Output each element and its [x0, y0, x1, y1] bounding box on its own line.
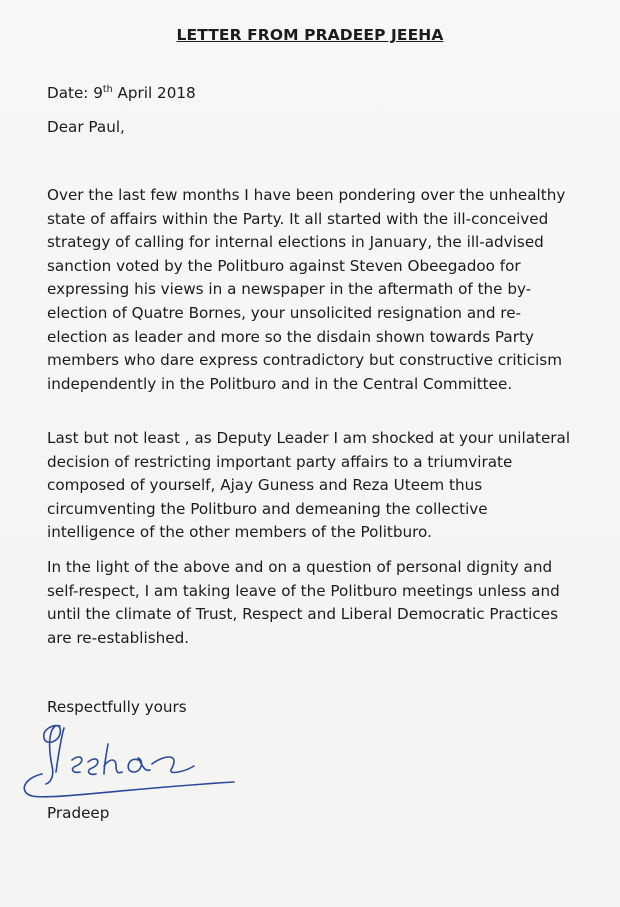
paragraph-line: until the climate of Trust, Respect and Liberal Democratic Practices	[47, 605, 559, 624]
paragraph-line: intelligence of the other members of the Politburo.	[47, 523, 432, 542]
paragraph-line: state of affairs within the Party. It all started with the ill-conceived	[47, 209, 549, 228]
letter-date	[47, 84, 196, 102]
paragraph-line: members who dare express contradictory but constructive criticism	[47, 351, 563, 370]
date-ordinal-suffix: th	[102, 83, 113, 95]
paragraph-line: independently in the Politburo and in the Central Committee.	[47, 374, 513, 393]
paragraph-line: Over the last few months I have been pondering over the unhealthy	[47, 186, 566, 204]
paragraph-line: sanction voted by the Politburo against Steven Obeegadoo for	[47, 256, 521, 275]
paragraph-line: composed of yourself, Ajay Guness and Reza Uteem thus	[47, 476, 483, 495]
letter-title: LETTER FROM PRADEEP JEEHA	[176, 26, 444, 44]
date-rest: April 2018	[112, 84, 196, 102]
paragraph-line: self-respect, I am taking leave of the Politburo meetings unless and	[47, 581, 560, 600]
date-label: Date: 9	[47, 84, 103, 102]
signature-icon	[12, 712, 252, 800]
paragraph-line: strategy of calling for internal elections in January, the ill-advised	[47, 233, 544, 252]
paragraph-line: election as leader and more so the disdain shown towards Party	[47, 327, 534, 346]
paragraph-line: decision of restricting important party affairs to a triumvirate	[47, 452, 513, 471]
paragraph-line: In the light of the above and on a question of personal dignity and	[47, 558, 553, 576]
paragraph-line: expressing his views in a newspaper in the aftermath of the by-	[47, 280, 532, 299]
paragraph-line: are re-established.	[47, 628, 190, 647]
closing: Respectfully yours	[47, 698, 187, 716]
paragraph-line: circumventing the Politburo and demeaning the collective	[47, 499, 488, 518]
signer-name: Pradeep	[47, 804, 110, 822]
paragraph-3	[47, 556, 587, 650]
paragraph-2	[47, 427, 587, 545]
salutation: Dear Paul,	[47, 118, 125, 136]
paragraph-line: Last but not least , as Deputy Leader I am shocked at your unilateral	[47, 429, 571, 447]
paragraph-1	[47, 184, 587, 396]
paragraph-line: election of Quatre Bornes, your unsolicited resignation and re-	[47, 303, 522, 322]
